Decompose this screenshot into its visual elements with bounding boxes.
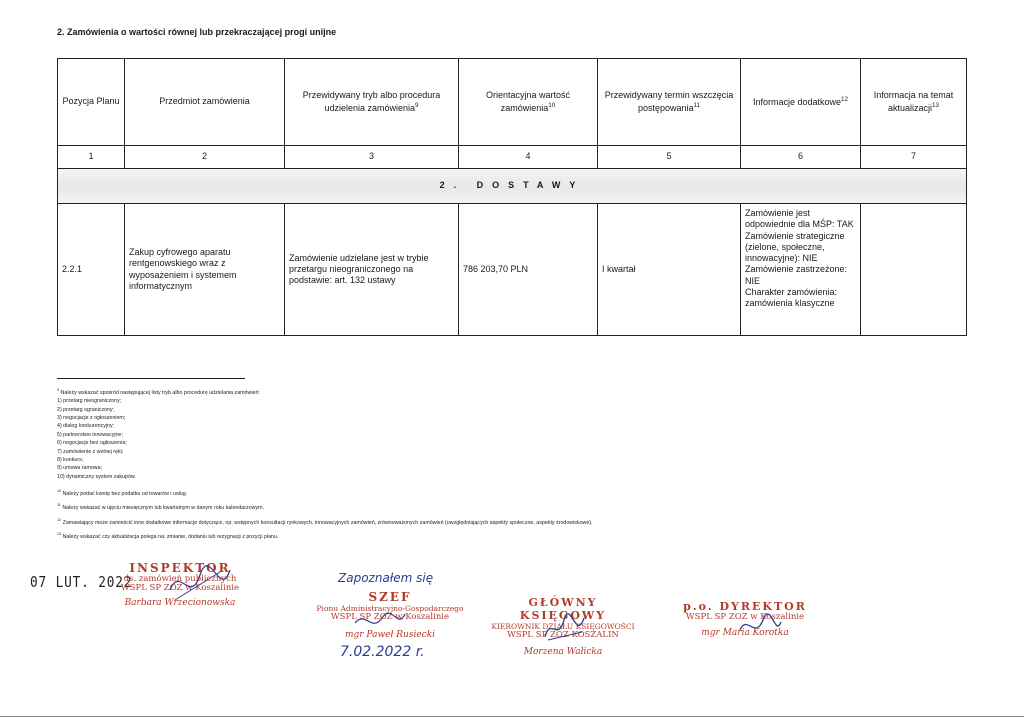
- date-stamp: 07 LUT. 2022: [30, 573, 133, 591]
- column-number: 5: [598, 146, 741, 169]
- row-term: I kwartał: [598, 204, 741, 336]
- stamp-name: mgr Paweł Rusiecki: [344, 630, 436, 640]
- info-line: Zamówienie strategiczne (zielone, społeczne, innowacyjne): NIE: [745, 230, 845, 263]
- footnote-13: $^{13}$ Należy wskazać czy aktualizacja polega na: zmianie, dodaniu lub rezygnacji z pozycji planu.: [57, 531, 279, 540]
- header-info: Informacje dodatkowe$^{12}$: [741, 59, 861, 146]
- row-subject: Zakup cyfrowego aparatu rentgenowskiego wraz z wyposażeniem i systemem informatycznym: [125, 204, 285, 336]
- procedure-item: 4) dialog konkurencyjny;: [57, 423, 115, 430]
- stamp-line: WSPL SP ZOZ w Koszalinie: [685, 612, 805, 622]
- procurement-plan-table: [57, 58, 967, 336]
- stamp-line: ds. zamówień publicznych: [123, 574, 237, 584]
- column-number: 7: [861, 146, 967, 169]
- stamp-name: mgr Maria Korotka: [701, 628, 789, 638]
- stamp-name: Barbara Wrzecionowska: [124, 598, 236, 608]
- stamp-title: SZEF: [368, 590, 412, 604]
- procedure-item: 8) konkurs;: [57, 457, 84, 464]
- handwritten-date: 7.02.2022 r.: [340, 644, 425, 660]
- chief-signature: [350, 608, 410, 636]
- stamp-title: GŁÓWNY KSIĘGOWY: [519, 596, 607, 622]
- stamp-name: Morzena Wałicka: [523, 647, 603, 657]
- stamp-line: WSPL SP ZOZ KOSZALIN: [507, 630, 619, 640]
- header-procedure: Przewidywany tryb albo procedura udzielenia zamówienia$^9$: [285, 59, 459, 146]
- section-row-deliveries: [58, 169, 967, 204]
- column-number-row: [58, 146, 967, 169]
- row-info: [741, 204, 861, 336]
- footnote-9: $^9$ Należy wskazać spośród następującej listy tryb albo procedurę udzielania zamówień:: [57, 388, 260, 396]
- info-line: Zamówienie zastrzeżone: NIE: [745, 264, 848, 286]
- header-position: Pozycja Planu: [58, 59, 125, 146]
- section-label: 2. DOSTAWY: [58, 169, 967, 204]
- info-line: Charakter zamówienia: zamówienia klasyczne: [745, 286, 838, 308]
- stamp-line: WSPL SP ZOZ w Koszalinie: [120, 583, 240, 593]
- footnote-divider: [57, 378, 245, 379]
- footnotes: [57, 386, 593, 541]
- procedure-item: 6) negocjacje bez ogłoszenia;: [57, 440, 127, 447]
- header-value: Orientacyjna wartość zamówienia$^{10}$: [459, 59, 598, 146]
- stamp-line: KIEROWNIK DZIAŁU KSIĘGOWOŚCI: [491, 622, 635, 631]
- info-line: Zamówienie jest odpowiednie dla MŚP: TAK: [745, 208, 854, 230]
- stamp-title: p.o. DYREKTOR: [683, 600, 807, 613]
- procedure-item: 9) umowa ramowa;: [57, 465, 103, 472]
- procedure-item: 10) dynamiczny system zakupów.: [57, 473, 136, 480]
- row-procedure: Zamówienie udzielane jest w trybie przetargu nieograniczonego na podstawie: art. 132 ustawy: [285, 204, 459, 336]
- row-position: 2.2.1: [58, 204, 125, 336]
- header-update: Informacja na temat aktualizacji$^{13}$: [861, 59, 967, 146]
- column-number: 6: [741, 146, 861, 169]
- procedure-item: 7) zamówienie z wolnej ręki;: [57, 448, 124, 455]
- stamp-line: Pionu Administracyjno-Gospodarczego: [316, 604, 464, 613]
- header-subject: Przedmiot zamówienia: [125, 59, 285, 146]
- column-number: 2: [125, 146, 285, 169]
- inspector-signature: [160, 560, 240, 610]
- footnote-12: $^{12}$ Zamawiający może zamieścić inne dodatkowe informacje dotyczące, np. wstępnych konsultacji rynkowych, innowacyjnych zamówień, zrównoważonych zamówień (uwzględniających aspekty społeczne, aspekty środowiskowe).: [57, 517, 593, 526]
- row-value: 786 203,70 PLN: [459, 204, 598, 336]
- table-header-row: [58, 59, 967, 146]
- procedure-item: 5) partnerstwo innowacyjne;: [57, 431, 123, 438]
- footnote-11: $^{11}$ Należy wskazać w ujęciu miesięcznym lub kwartalnym w danym roku kalendarzowym.: [57, 503, 264, 512]
- header-term: Przewidywany termin wszczęcia postępowania$^{11}$: [598, 59, 741, 146]
- row-update: [861, 204, 967, 336]
- column-number: 3: [285, 146, 459, 169]
- column-number: 1: [58, 146, 125, 169]
- column-number: 4: [459, 146, 598, 169]
- procedure-item: 3) negocjacje z ogłoszeniem;: [57, 414, 126, 421]
- page-bottom-edge: [0, 716, 1024, 717]
- section-heading: 2. Zamówienia o wartości równej lub przekraczającej progi unijne: [57, 27, 337, 37]
- table-row: [58, 204, 967, 336]
- handwritten-note: Zapoznałem się: [338, 571, 434, 585]
- stamp-line: WSPL SP ZOZ w Koszalinie: [330, 612, 450, 622]
- accountant-signature: [540, 612, 590, 648]
- director-signature: [735, 612, 785, 642]
- procedure-item: 1) przetarg nieograniczony;: [57, 398, 122, 405]
- procedure-item: 2) przetarg ograniczony;: [57, 406, 115, 413]
- stamp-title: INSPEKTOR: [129, 561, 231, 575]
- footnote-10: $^{10}$ Należy podać kwotę bez podatku od towarów i usług.: [57, 489, 188, 497]
